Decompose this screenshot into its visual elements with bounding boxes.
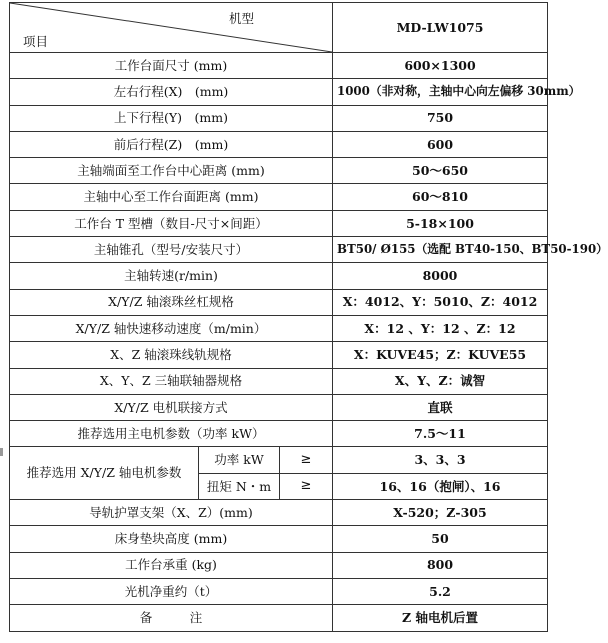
spec-row — [10, 131, 548, 157]
axis-motor-power-symbol: ≥ — [280, 447, 333, 473]
spec-value: 5-18×100 — [333, 210, 548, 236]
spec-value: 750 — [333, 105, 548, 131]
spec-row — [10, 53, 548, 79]
spec-value: X：4012、Y：5010、Z：4012 — [333, 289, 548, 315]
axis-motor-torque-symbol: ≥ — [280, 473, 333, 499]
spec-label: 床身垫块高度 (mm) — [10, 526, 333, 552]
spec-value: X：KUVE45；Z：KUVE55 — [333, 342, 548, 368]
spec-row — [10, 289, 548, 315]
spec-value: X-520；Z-305 — [333, 500, 548, 526]
spec-value: BT50/ Ø155（选配 BT40-150、BT50-190） — [333, 237, 548, 263]
spec-value: 50～650 — [333, 158, 548, 184]
spec-value: 8000 — [333, 263, 548, 289]
axis-motor-power-row — [10, 447, 548, 473]
spec-row — [10, 79, 548, 105]
spec-label: X/Y/Z 轴快速移动速度（m/min） — [10, 315, 333, 341]
margin-mark — [0, 448, 3, 456]
spec-label: 上下行程(Y) (mm) — [10, 105, 333, 131]
spec-label: 导轨护罩支架（X、Z）(mm) — [10, 500, 333, 526]
spec-label: X/Y/Z 轴滚珠丝杠规格 — [10, 289, 333, 315]
spec-row — [10, 263, 548, 289]
spec-value: 800 — [333, 552, 548, 578]
spec-row — [10, 394, 548, 420]
spec-label: 前后行程(Z) (mm) — [10, 131, 333, 157]
spec-label: 主轴中心至工作台面距离 (mm) — [10, 184, 333, 210]
spec-row — [10, 526, 548, 552]
spec-row — [10, 105, 548, 131]
remark-label: 备 注 — [10, 605, 333, 631]
spec-value: 600×1300 — [333, 53, 548, 79]
remark-value: Z 轴电机后置 — [333, 605, 548, 631]
spec-row — [10, 500, 548, 526]
header-model-value: MD-LW1075 — [333, 3, 548, 53]
spec-value: 1000（非对称，主轴中心向左偏移 30mm） — [333, 79, 548, 105]
spec-label: X、Z 轴滚珠线轨规格 — [10, 342, 333, 368]
spec-value: X：12 、Y：12 、Z：12 — [333, 315, 548, 341]
spec-value: X、Y、Z：诚智 — [333, 368, 548, 394]
header-model-label: 机型 — [228, 11, 254, 26]
spec-row — [10, 158, 548, 184]
spec-value: 直联 — [333, 394, 548, 420]
spec-label: X/Y/Z 电机联接方式 — [10, 394, 333, 420]
spec-label: X、Y、Z 三轴联轴器规格 — [10, 368, 333, 394]
spec-label: 工作台 T 型槽（数目-尺寸×间距） — [10, 210, 333, 236]
spec-label: 光机净重约（t） — [10, 578, 333, 604]
spec-row — [10, 210, 548, 236]
spec-label: 工作台承重 (kg) — [10, 552, 333, 578]
spec-value: 60～810 — [333, 184, 548, 210]
spec-row — [10, 578, 548, 604]
spec-label: 主轴端面至工作台中心距离 (mm) — [10, 158, 333, 184]
header-diagonal-cell — [10, 3, 333, 53]
header-diagonal-line — [10, 3, 332, 52]
axis-motor-power-label: 功率 kW — [199, 447, 280, 473]
header-row — [10, 3, 548, 53]
spec-row — [10, 184, 548, 210]
axis-motor-torque-value: 16、16（抱闸）、16 — [333, 473, 548, 499]
axis-motor-torque-label: 扭矩 N・m — [199, 473, 280, 499]
axis-motor-label: 推荐选用 X/Y/Z 轴电机参数 — [10, 447, 199, 500]
spec-value: 7.5～11 — [333, 421, 548, 447]
spec-value: 600 — [333, 131, 548, 157]
spec-row — [10, 315, 548, 341]
spec-value: 50 — [333, 526, 548, 552]
spec-value: 5.2 — [333, 578, 548, 604]
spec-table — [9, 2, 608, 632]
spec-row — [10, 368, 548, 394]
spec-label: 工作台面尺寸 (mm) — [10, 53, 333, 79]
spec-row — [10, 342, 548, 368]
axis-motor-power-value: 3、3、3 — [333, 447, 548, 473]
spec-label: 主轴锥孔（型号/安装尺寸） — [10, 237, 333, 263]
spec-label: 推荐选用主电机参数（功率 kW） — [10, 421, 333, 447]
remark-row — [10, 605, 548, 631]
spec-row — [10, 421, 548, 447]
header-item-label: 项目 — [23, 34, 49, 50]
spec-label: 左右行程(X) (mm) — [10, 79, 333, 105]
spec-row — [10, 237, 548, 263]
spec-row — [10, 552, 548, 578]
spec-label: 主轴转速(r/min) — [10, 263, 333, 289]
